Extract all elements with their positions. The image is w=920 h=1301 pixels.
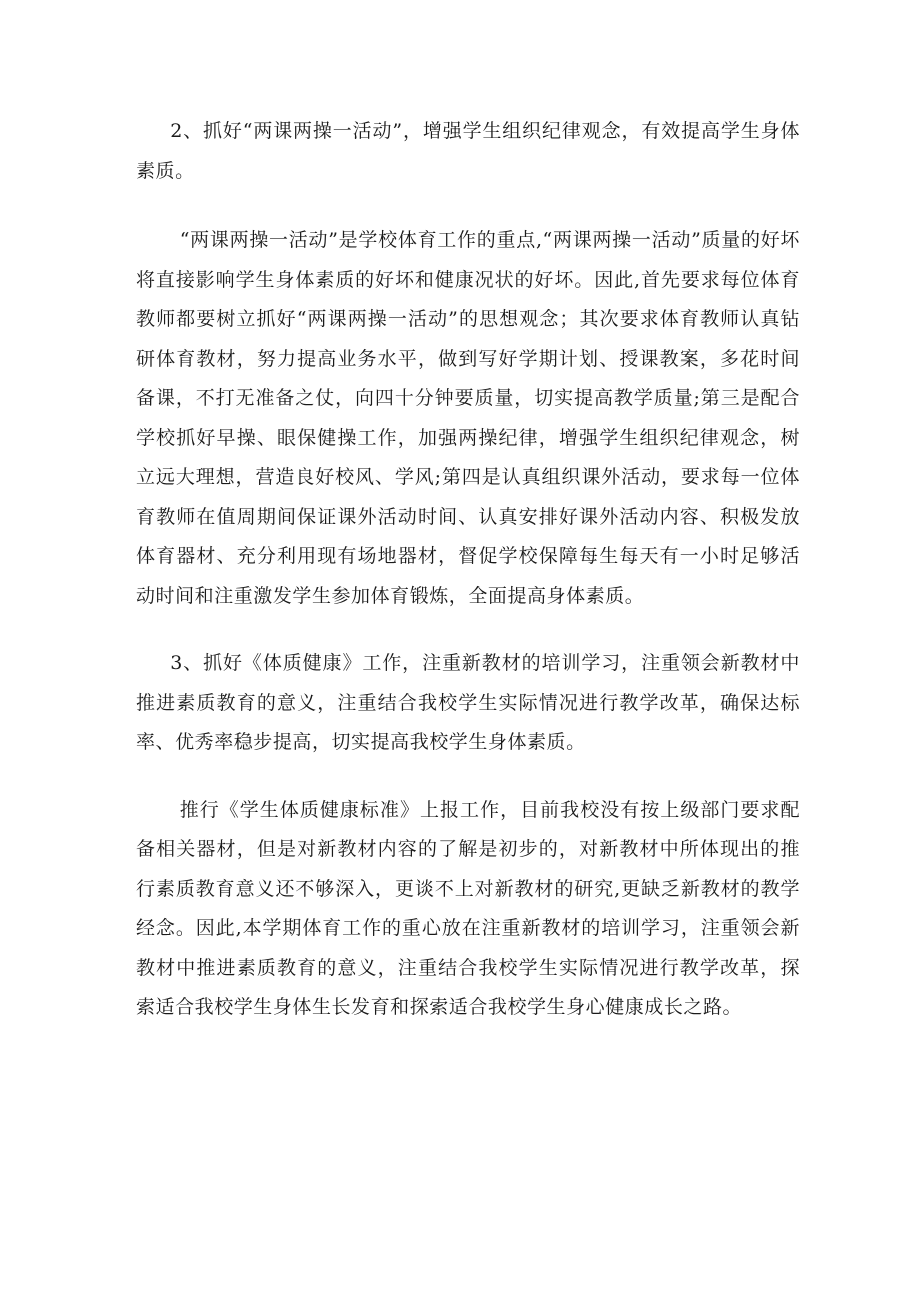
paragraph-two-courses-two-exercises: “两课两操一活动”是学校体育工作的重点,“两课两操一活动”质量的好坏将直接影响学生身体素质的好坏和健康况状的好坏。因此,首先要求每位体育教师都要树立抓好“两课两操一活动”的思想观念；其次要求体育教师认真钻研体育教材，努力提高业务水平，做到写好学期计划、授课教案，多花时间备课，不打无准备之仗，向四十分钟要质量，切实提高教学质量;第三是配合学校抓好早操、眼保健操工作，加强两操纪律，增强学生组织纪律观念，树立远大理想，营造良好校风、学风;第四是认真组织课外活动，要求每一位体育教师在值周期间保证课外活动时间、认真安排好课外活动内容、积极发放体育器材、充分利用现有场地器材，督促学校保障每生每天有一小时足够活动时间和注重激发学生参加体育锻炼，全面提高身体素质。 xyxy=(136,229,800,607)
paragraph-fitness-standard-reporting: 推行《学生体质健康标准》上报工作，目前我校没有按上级部门要求配备相关器材，但是对新教材内容的了解是初步的，对新教材中所体现出的推行素质教育意义还不够深入，更谈不上对新教材的研究,更缺乏新教材的教学经念。因此,本学期体育工作的重心放在注重新教材的培训学习，注重领会新教材中推进素质教育的意义，注重结合我校学生实际情况进行教学改革，探索适合我校学生身体生长发育和探索适合我校学生身心健康成长之路。 xyxy=(136,798,800,1018)
document-body xyxy=(136,112,800,1028)
paragraph-section-3-heading: 3、抓好《体质健康》工作，注重新教材的培训学习，注重领会新教材中推进素质教育的意义，注重结合我校学生实际情况进行教学改革，确保达标率、优秀率稳步提高，切实提高我校学生身体素质。 xyxy=(136,652,800,753)
paragraph-section-2-heading: 2、抓好“两课两操一活动”，增强学生组织纪律观念，有效提高学生身体素质。 xyxy=(136,120,800,182)
